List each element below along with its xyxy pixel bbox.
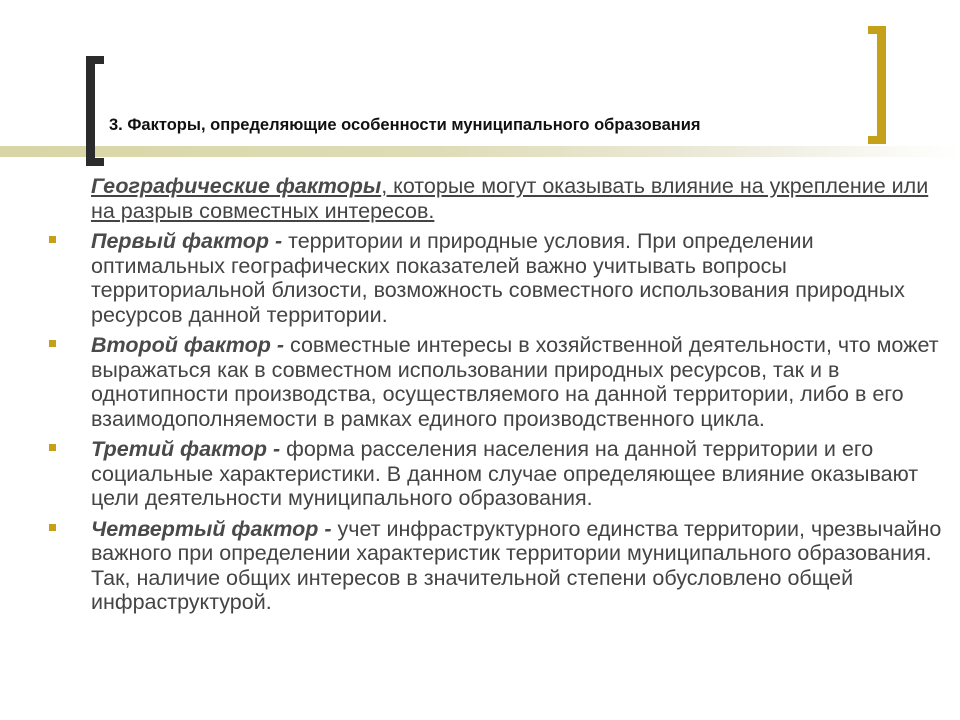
bullet-heading: Третий фактор - [91, 437, 281, 461]
bullet-heading: Второй фактор - [91, 333, 284, 357]
bullet-item-4 [58, 517, 950, 615]
left-bracket-decor [86, 56, 104, 166]
bullet-text: учет инфраструктурного единства территории, чрезвычайно важного при определении характеристик территории муниципального образования. Так, наличие общих интересов в значительной степени обусловлено общей инфраструктурой. [91, 516, 942, 614]
bullet-item-1 [58, 229, 950, 327]
square-bullet-icon [49, 236, 56, 243]
slide-title: 3. Факторы, определяющие особенности муниципального образования [109, 116, 701, 134]
bullet-heading: Первый фактор - [91, 229, 283, 253]
intro-heading: Географические факторы [91, 174, 382, 198]
bullet-heading: Четвертый фактор - [91, 516, 332, 541]
bullet-text: форма расселения населения на данной территории и его социальные характеристики. В данном случае определяющее влияние оказывают цели деятельности муниципального образования. [91, 437, 919, 510]
slide-body [58, 174, 950, 615]
square-bullet-icon [49, 340, 56, 347]
title-decor-band [0, 146, 960, 157]
bullet-text: территории и природные условия. При определении оптимальных географических показателей важно учитывать вопросы территориальной близости, возможность совместного использования природных ресурсов данной территории. [91, 229, 905, 327]
square-bullet-icon [49, 444, 56, 451]
bullet-item-2 [58, 333, 950, 431]
square-bullet-icon [49, 524, 56, 531]
right-bracket-decor [868, 26, 886, 144]
intro-paragraph [91, 174, 950, 223]
bullet-text: совместные интересы в хозяйственной деятельности, что может выражаться как в совместном использовании природных ресурсов, так и в однотипности производства, осуществляемого на данной территории, либо в его взаимодополняемости в рамках единого производственного цикла. [91, 333, 939, 431]
intro-text: , которые могут оказывать влияние на укрепление или на разрыв совместных интересов. [91, 174, 929, 223]
bullet-item-3 [58, 437, 950, 511]
